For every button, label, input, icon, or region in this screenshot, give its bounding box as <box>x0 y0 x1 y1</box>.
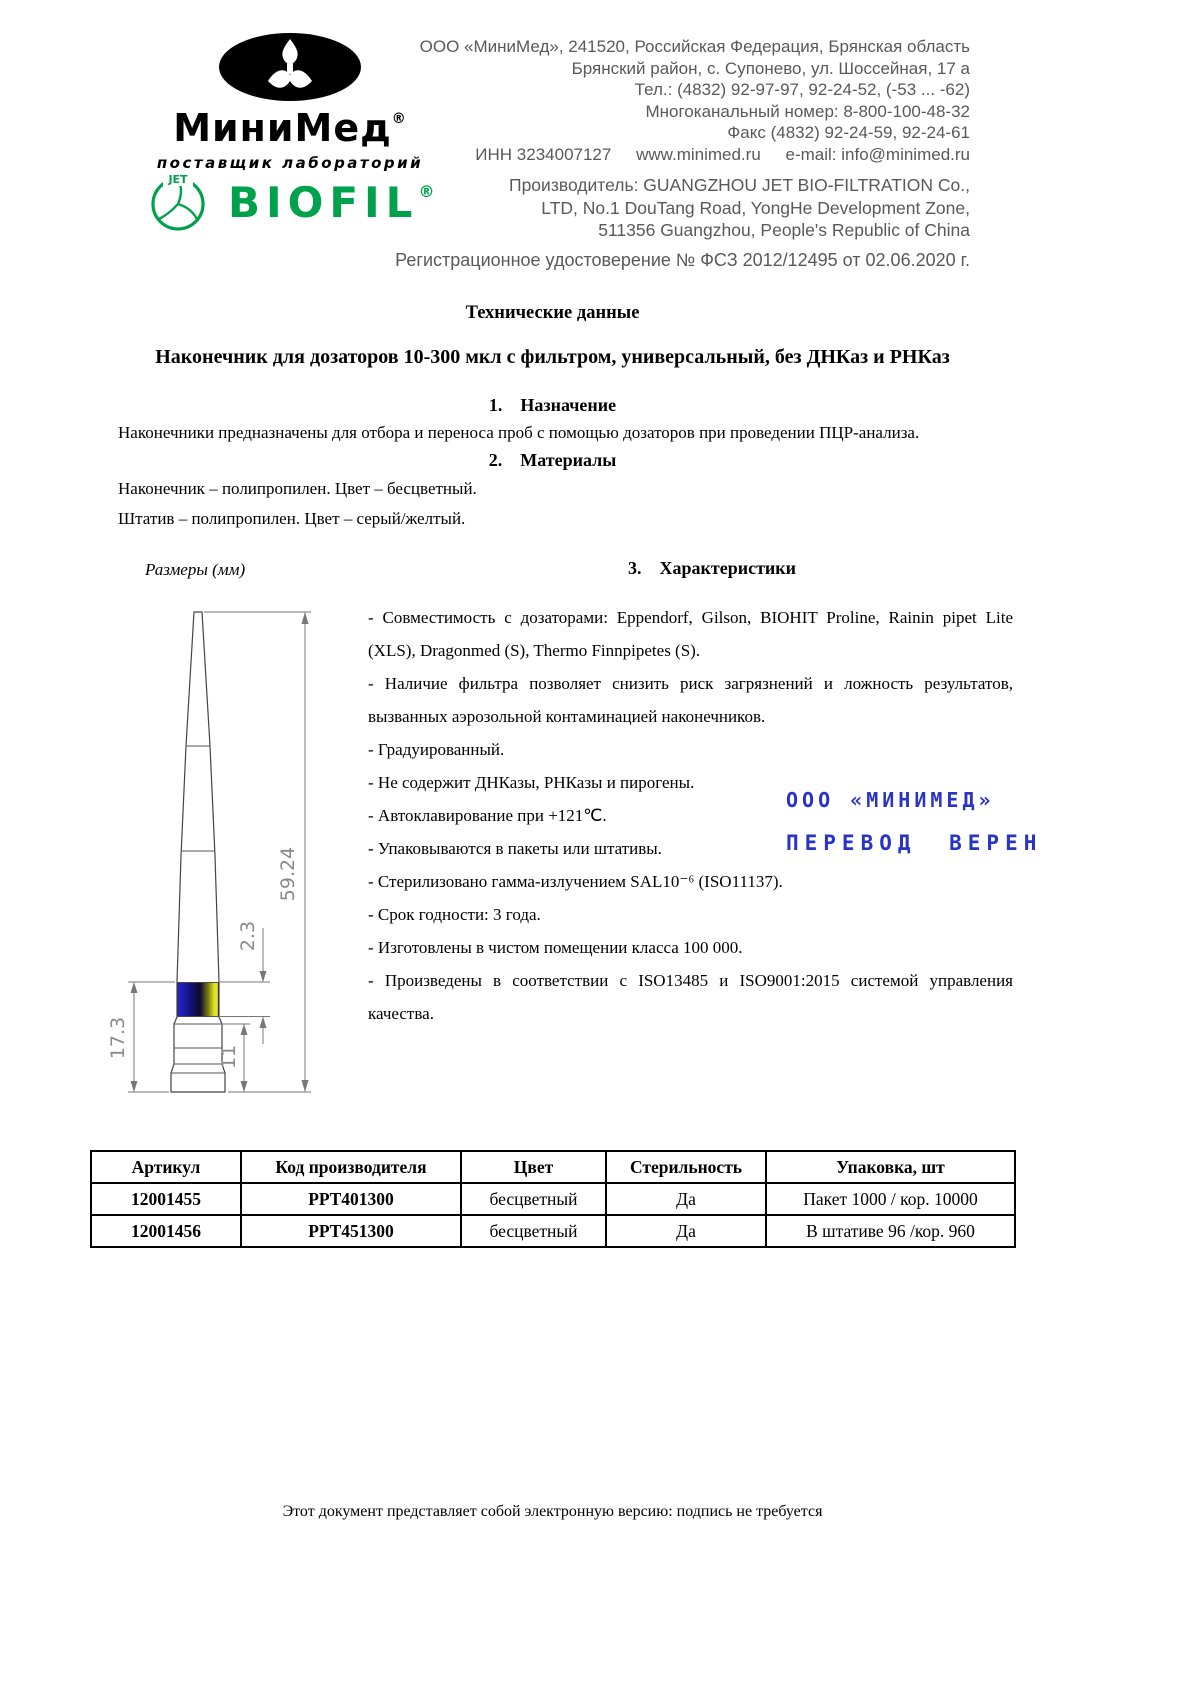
minimed-logo <box>130 30 450 172</box>
material-line: Наконечник – полипропилен. Цвет – бесцветный. <box>118 479 477 498</box>
dim-arrow <box>260 1017 267 1029</box>
table-row <box>91 1183 1015 1215</box>
packaging-cell: В штативе 96 /кор. 960 <box>766 1215 1015 1247</box>
minimed-logo-icon <box>215 30 365 104</box>
characteristic-item: - Совместимость с дозаторами: Eppendorf, Gilson, BIOHIT Proline, Rainin pipet Lite (XLS), Dragonmed (S), Thermo Finnpipetes (S). <box>368 608 1013 660</box>
minimed-tagline: поставщик лабораторий <box>156 153 424 172</box>
section1-text: Наконечники предназначены для отбора и переноса проб с помощью дозаторов при проведении ПЦР-анализа. <box>118 423 920 442</box>
table-header-row <box>91 1151 1015 1183</box>
dim-label-overall: 59.24 <box>277 846 299 902</box>
product-title: Наконечник для дозаторов 10-300 мкл с фильтром, универсальный, без ДНКаз и РНКаз <box>155 346 950 368</box>
characteristic-item: - Произведены в соответствии с ISO13485 и ISO9001:2015 системой управления качества. <box>368 971 1013 1023</box>
address-line: ООО «МиниМед», 241520, Российская Федерация, Брянская область <box>419 37 970 56</box>
material-line: Штатив – полипропилен. Цвет – серый/желтый. <box>118 509 466 528</box>
fax-line: Факс (4832) 92-24-59, 92-24-61 <box>727 123 970 142</box>
pipette-outline <box>171 612 225 1092</box>
sterility-cell: Да <box>606 1183 766 1215</box>
minimed-brand-name: МиниМед® <box>173 106 407 150</box>
section1-heading: 1. Назначение <box>488 395 617 415</box>
registered-mark: ® <box>391 111 407 127</box>
sterility-cell: Да <box>606 1215 766 1247</box>
col-header-color: Цвет <box>461 1151 606 1183</box>
website-text: www.minimed.ru <box>636 144 761 164</box>
section2-heading: 2. Материалы <box>488 450 617 470</box>
article-cell: 12001455 <box>91 1183 241 1215</box>
manufacturer-block <box>509 174 970 242</box>
address-line: Брянский район, с. Супонево, ул. Шоссейная, 17 а <box>571 58 970 78</box>
company-address-block <box>420 36 970 165</box>
translation-stamp-verified: ПЕРЕВОД ВЕРЕН <box>786 831 1043 855</box>
jet-label: JET <box>168 173 188 186</box>
dim-arrow <box>302 1080 309 1092</box>
characteristic-item: - Упаковываются в пакеты или штативы. <box>368 839 662 858</box>
pipette-tip-drawing <box>98 596 338 1116</box>
dim-arrow <box>241 1081 248 1092</box>
dim-label-filter: 2.3 <box>237 920 259 952</box>
dim-arrow <box>131 982 138 993</box>
dimensions-label: Размеры (мм) <box>145 560 246 579</box>
characteristic-item: - Градуированный. <box>368 740 505 759</box>
biofil-wordmark: BIOFIL® <box>228 178 435 227</box>
characteristic-item: - Наличие фильтра позволяет снизить риск загрязнений и ложность результатов, вызванных аэрозольной контаминацией наконечников. <box>368 674 1013 726</box>
document-title: Технические данные <box>465 303 640 323</box>
email-text: e-mail: info@minimed.ru <box>785 144 970 164</box>
characteristic-item: - Стерилизовано гамма-излучением SAL10⁻⁶ (ISO11137). <box>368 872 783 891</box>
packaging-cell: Пакет 1000 / кор. 10000 <box>766 1183 1015 1215</box>
manufacturer-line: Производитель: GUANGZHOU JET BIO-FILTRATION Co., <box>509 175 970 195</box>
code-cell: PPT451300 <box>241 1215 461 1247</box>
manufacturer-line: 511356 Guangzhou, People's Republic of China <box>598 220 970 240</box>
characteristic-item: - Изготовлены в чистом помещении класса 100 000. <box>368 938 743 957</box>
col-header-article: Артикул <box>91 1151 241 1183</box>
section3-heading: 3. Характеристики <box>628 558 797 578</box>
jet-biofil-icon <box>146 170 210 239</box>
translation-stamp-company: ООО «МИНИМЕД» <box>786 788 995 812</box>
dim-arrow <box>241 1024 248 1035</box>
hotline-line: Многоканальный номер: 8-800-100-48-32 <box>645 101 970 121</box>
registration-certificate-line: Регистрационное удостоверение № ФСЗ 2012/12495 от 02.06.2020 г. <box>395 250 970 270</box>
manufacturer-line: LTD, No.1 DouTang Road, YongHe Development Zone, <box>541 197 970 218</box>
code-cell: PPT401300 <box>241 1183 461 1215</box>
contact-row <box>420 144 970 166</box>
characteristic-item: - Срок годности: 3 года. <box>368 905 541 924</box>
characteristic-item: - Не содержит ДНКазы, РНКазы и пирогены. <box>368 773 695 792</box>
phone-line: Тел.: (4832) 92-97-97, 92-24-52, (-53 ... -62) <box>634 80 970 99</box>
col-header-packaging: Упаковка, шт <box>766 1151 1015 1183</box>
dim-collar-length <box>128 982 175 1092</box>
electronic-version-note: Этот документ представляет собой электронную версию: подпись не требуется <box>282 1503 823 1520</box>
article-cell: 12001456 <box>91 1215 241 1247</box>
color-cell: бесцветный <box>461 1183 606 1215</box>
dim-label-bottom: 11 <box>218 1044 240 1070</box>
dim-label-collar: 17.3 <box>107 1016 129 1060</box>
filter-element <box>178 983 218 1017</box>
registered-mark: ® <box>418 182 435 201</box>
col-header-manufacturer-code: Код производителя <box>241 1151 461 1183</box>
inn-number: ИНН 3234007127 <box>475 144 612 164</box>
characteristic-item: - Автоклавирование при +121℃. <box>368 806 607 825</box>
dim-arrow <box>131 1081 138 1092</box>
color-cell: бесцветный <box>461 1215 606 1247</box>
dim-arrow <box>260 971 267 982</box>
characteristics-list <box>368 601 1013 1030</box>
product-spec-table <box>90 1150 1016 1248</box>
col-header-sterility: Стерильность <box>606 1151 766 1183</box>
table-row <box>91 1215 1015 1247</box>
dim-arrow <box>302 612 309 624</box>
